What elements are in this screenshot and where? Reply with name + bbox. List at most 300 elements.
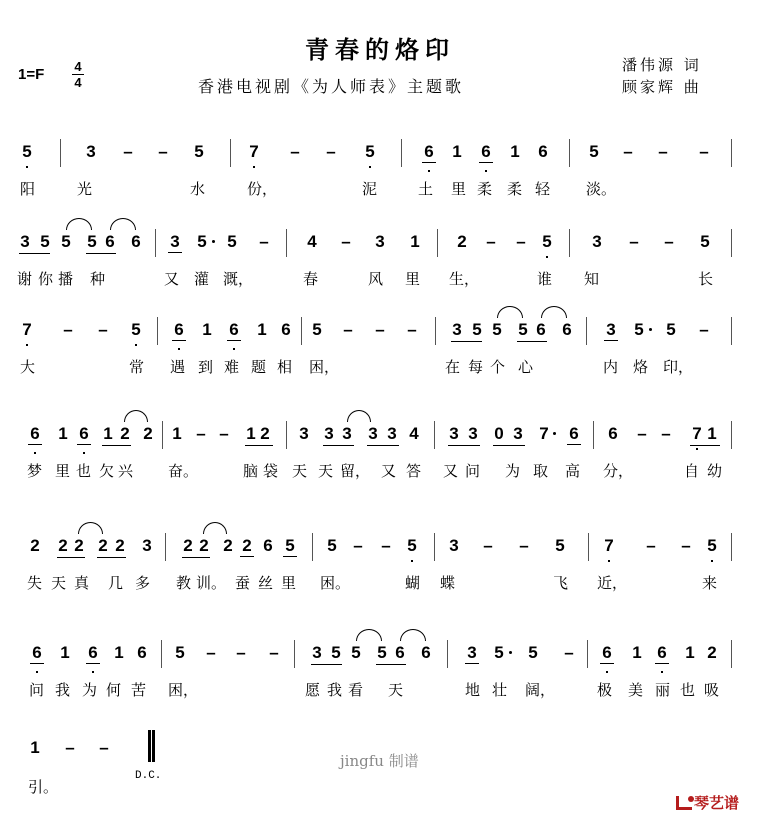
dot: [509, 651, 512, 654]
note: 3: [468, 424, 478, 443]
note: 3: [387, 424, 397, 443]
song-title: 青春的烙印: [305, 35, 455, 64]
note: 5: [197, 232, 207, 251]
lyric: 播: [58, 270, 74, 288]
lyric: 来: [702, 574, 718, 592]
note: 3: [342, 424, 352, 443]
lyric: 美: [628, 681, 644, 699]
dash: –: [699, 142, 709, 161]
lyric: 烙: [633, 358, 649, 376]
lyric: 淡。: [586, 180, 617, 198]
note: 5: [472, 320, 482, 339]
tie: [203, 522, 227, 534]
note: 2: [183, 536, 193, 555]
note: 2: [240, 536, 254, 557]
lyric: 柔: [477, 180, 493, 198]
tie: [400, 629, 426, 641]
lyric: 我: [327, 681, 343, 699]
lyric: 相: [277, 358, 293, 376]
note: 5: [40, 232, 50, 251]
da-capo-mark: D.C.: [135, 770, 162, 782]
note: 3: [449, 424, 459, 443]
dash: –: [326, 142, 336, 161]
note: 5: [20, 142, 34, 162]
underline: [448, 445, 480, 446]
time-signature: [72, 60, 84, 89]
dash: –: [269, 643, 279, 662]
note: 6: [567, 424, 581, 445]
note: 6: [263, 536, 273, 555]
tie: [497, 306, 523, 318]
dash: –: [219, 424, 229, 443]
underline: [97, 557, 126, 558]
dash: –: [259, 232, 269, 251]
lyric: 生，: [449, 270, 480, 288]
lyric: 袋: [263, 462, 279, 480]
note: 4: [409, 424, 419, 443]
barline: [731, 640, 732, 668]
note: 3: [20, 232, 30, 251]
lyric: 何: [106, 681, 122, 699]
barline: [155, 229, 156, 257]
dash: –: [661, 424, 671, 443]
score-line-6: [0, 643, 760, 713]
tie: [66, 218, 92, 230]
note: 5: [363, 142, 377, 162]
underline: [493, 445, 525, 446]
note: 1: [30, 738, 40, 757]
barline: [569, 139, 570, 167]
underline: [367, 445, 399, 446]
lyric: 取: [533, 462, 549, 480]
lyric: 风: [368, 270, 384, 288]
lyric: 留，: [340, 462, 371, 480]
lyric: 脑: [243, 462, 259, 480]
note: 2: [457, 232, 467, 251]
song-subtitle: 香港电视剧《为人师表》主题歌: [198, 77, 465, 96]
barline: [731, 317, 732, 345]
note: 6: [131, 232, 141, 251]
note: 6: [421, 643, 431, 662]
lyric: 教: [176, 574, 192, 592]
lyric: 又: [381, 462, 397, 480]
note: 2: [58, 536, 68, 555]
barline: [294, 640, 295, 668]
lyric: 天: [388, 681, 404, 699]
dash: –: [290, 142, 300, 161]
note: 6: [655, 643, 669, 664]
lyric: 为: [505, 462, 521, 480]
lyric: 阳: [20, 180, 36, 198]
barline: [588, 533, 589, 561]
note: 1: [60, 643, 70, 662]
dash: –: [65, 738, 75, 757]
lyric: 阔，: [525, 681, 556, 699]
time-numerator: 4: [74, 59, 82, 74]
note: 1: [410, 232, 420, 251]
lyric: 地: [465, 681, 481, 699]
lyric: 内: [603, 358, 619, 376]
dash: –: [699, 320, 709, 339]
dash: –: [664, 232, 674, 251]
lyric: 几: [108, 574, 124, 592]
lyric: 天: [51, 574, 67, 592]
dash: –: [99, 738, 109, 757]
lyric: 兴: [118, 462, 134, 480]
lyric: 真: [74, 574, 90, 592]
dash: –: [236, 643, 246, 662]
note: 6: [172, 320, 186, 341]
note: 2: [223, 536, 233, 555]
lyric: 吸: [704, 681, 720, 699]
barline: [312, 533, 313, 561]
note: 5: [351, 643, 361, 662]
lyric: 题: [251, 358, 267, 376]
note: 1: [202, 320, 212, 339]
barline: [157, 317, 158, 345]
underline: [690, 445, 720, 446]
lyric: 蝴: [405, 574, 421, 592]
note: 5: [518, 320, 528, 339]
lyric: 答: [406, 462, 422, 480]
barline: [301, 317, 302, 345]
lyric: 苦: [131, 681, 147, 699]
dash: –: [196, 424, 206, 443]
barline: [286, 421, 287, 449]
note: 3: [513, 424, 523, 443]
underline: [57, 557, 85, 558]
lyric: 在: [445, 358, 461, 376]
lyric: 谢: [17, 270, 33, 288]
logo-text: 琴艺谱: [694, 795, 740, 812]
dot: [649, 328, 652, 331]
note: 5: [492, 320, 502, 339]
note: 3: [449, 536, 459, 555]
note: 7: [20, 320, 34, 340]
dash: –: [343, 320, 353, 339]
score-line-3: [0, 320, 760, 390]
dash: –: [353, 536, 363, 555]
lyric: 谁: [537, 270, 553, 288]
note: 2: [199, 536, 209, 555]
site-logo[interactable]: [676, 792, 739, 813]
score-line-7: [0, 738, 760, 808]
lyric: 多: [135, 574, 151, 592]
lyric: 轻: [535, 180, 551, 198]
dash: –: [564, 643, 574, 662]
lyric: 知: [584, 270, 600, 288]
note: 4: [307, 232, 317, 251]
lyric: 你: [38, 270, 54, 288]
note: 5: [175, 643, 185, 662]
lyric: 里: [281, 574, 297, 592]
lyric: 土: [418, 180, 434, 198]
note: 2: [115, 536, 125, 555]
note: 6: [395, 643, 405, 662]
lyric: 飞: [553, 574, 569, 592]
time-denominator: 4: [74, 75, 82, 90]
tie: [110, 218, 136, 230]
transcriber-watermark: jingfu 制谱: [340, 752, 419, 770]
barline: [286, 229, 287, 257]
barline: [230, 139, 231, 167]
dash: –: [623, 142, 633, 161]
note: 7: [539, 424, 549, 443]
barline: [586, 317, 587, 345]
note: 5: [540, 232, 554, 252]
lyric: 心: [518, 358, 534, 376]
note: 1: [114, 643, 124, 662]
dash: –: [646, 536, 656, 555]
note: 3: [86, 142, 96, 161]
lyric: 里: [451, 180, 467, 198]
score-line-1: [0, 142, 760, 212]
barline: [447, 640, 448, 668]
note: 6: [105, 232, 115, 251]
score-line-4: [0, 424, 760, 494]
note: 1: [246, 424, 256, 443]
note: 1: [685, 643, 695, 662]
note: 6: [86, 643, 100, 664]
note: 5: [377, 643, 387, 662]
score-line-2: [0, 232, 760, 302]
note: 6: [479, 142, 493, 163]
barline: [161, 640, 162, 668]
lyric: 奋。: [168, 462, 199, 480]
note: 2: [120, 424, 130, 443]
note: 3: [168, 232, 182, 253]
note: 3: [465, 643, 479, 664]
lyric: 泥: [362, 180, 378, 198]
note: 1: [172, 424, 182, 443]
tie: [541, 306, 567, 318]
lyric: 欠: [99, 462, 115, 480]
dash: –: [681, 536, 691, 555]
note: 3: [368, 424, 378, 443]
underline: [323, 445, 354, 446]
barline: [731, 421, 732, 449]
note: 7: [247, 142, 261, 162]
barline: [162, 421, 163, 449]
note: 5: [700, 232, 710, 251]
note: 6: [562, 320, 572, 339]
underline: [311, 664, 342, 665]
lyric: 幼: [707, 462, 723, 480]
note: 2: [260, 424, 270, 443]
lyric: 分，: [603, 462, 634, 480]
note: 3: [604, 320, 618, 341]
underline: [245, 445, 273, 446]
note: 6: [536, 320, 546, 339]
note: 1: [58, 424, 68, 443]
lyric: 难: [224, 358, 240, 376]
barline: [731, 139, 732, 167]
lyric: 困，: [309, 358, 340, 376]
dash: –: [486, 232, 496, 251]
note: 5: [283, 536, 297, 557]
barline: [60, 139, 61, 167]
note: 6: [281, 320, 291, 339]
lyric: 里: [55, 462, 71, 480]
lyric: 春: [303, 270, 319, 288]
barline: [731, 229, 732, 257]
note: 7: [690, 424, 704, 444]
barline: [401, 139, 402, 167]
note: 5: [705, 536, 719, 556]
dash: –: [341, 232, 351, 251]
lyric: 印，: [663, 358, 694, 376]
barline: [587, 640, 588, 668]
underline: [451, 341, 482, 342]
lyric: 长: [698, 270, 714, 288]
dash: –: [206, 643, 216, 662]
tie: [356, 629, 382, 641]
note: 5: [634, 320, 644, 339]
lyric: 也: [76, 462, 92, 480]
lyric: 天: [318, 462, 334, 480]
key-signature: 1=F: [18, 66, 45, 83]
tie: [347, 410, 371, 422]
music-note-logo-icon: [676, 796, 692, 810]
lyric: 看: [348, 681, 364, 699]
dash: –: [98, 320, 108, 339]
underline: [86, 253, 116, 254]
note: 5: [61, 232, 71, 251]
underline: [19, 253, 50, 254]
lyric: 训。: [196, 574, 227, 592]
note: 5: [555, 536, 565, 555]
lyric: 到: [198, 358, 214, 376]
lyricist-credit: 潘伟源 词: [622, 56, 702, 74]
tie: [124, 410, 148, 422]
barline: [434, 421, 435, 449]
note: 6: [28, 424, 42, 445]
lyric: 困，: [168, 681, 199, 699]
note: 3: [142, 536, 152, 555]
lyric: 水: [190, 180, 206, 198]
barline: [731, 533, 732, 561]
note: 3: [299, 424, 309, 443]
note: 6: [608, 424, 618, 443]
note: 6: [422, 142, 436, 163]
note: 1: [632, 643, 642, 662]
note: 1: [257, 320, 267, 339]
dash: –: [519, 536, 529, 555]
note: 3: [592, 232, 602, 251]
note: 2: [143, 424, 153, 443]
dash: –: [63, 320, 73, 339]
dash: –: [637, 424, 647, 443]
lyric: 柔: [507, 180, 523, 198]
dash: –: [381, 536, 391, 555]
note: 2: [74, 536, 84, 555]
lyric: 种: [90, 270, 106, 288]
lyric: 溉，: [223, 270, 254, 288]
underline: [517, 341, 547, 342]
final-double-barline: [148, 730, 155, 762]
note: 2: [707, 643, 717, 662]
note: 5: [327, 536, 337, 555]
barline: [435, 317, 436, 345]
lyric: 大: [20, 358, 36, 376]
lyric: 份，: [247, 180, 278, 198]
lyric: 为: [82, 681, 98, 699]
score-line-5: [0, 536, 760, 606]
note: 5: [87, 232, 97, 251]
note: 6: [538, 142, 548, 161]
lyric: 梦: [27, 462, 43, 480]
note: 1: [707, 424, 717, 443]
note: 6: [30, 643, 44, 664]
note: 1: [452, 142, 462, 161]
note: 5: [666, 320, 676, 339]
dash: –: [516, 232, 526, 251]
lyric: 丝: [258, 574, 274, 592]
note: 5: [227, 232, 237, 251]
note: 3: [452, 320, 462, 339]
dash: –: [629, 232, 639, 251]
note: 6: [227, 320, 241, 341]
dot: [553, 432, 556, 435]
dash: –: [658, 142, 668, 161]
lyric: 又: [164, 270, 180, 288]
dash: –: [407, 320, 417, 339]
composer-credit: 顾家辉 曲: [622, 78, 702, 96]
lyric: 我: [55, 681, 71, 699]
lyric: 极: [597, 681, 613, 699]
note: 1: [103, 424, 113, 443]
note: 3: [375, 232, 385, 251]
barline: [569, 229, 570, 257]
note: 6: [137, 643, 147, 662]
barline: [165, 533, 166, 561]
note: 1: [510, 142, 520, 161]
lyric: 天: [292, 462, 308, 480]
underline: [376, 664, 406, 665]
lyric: 问: [29, 681, 45, 699]
note: 2: [30, 536, 40, 555]
barline: [437, 229, 438, 257]
note: 5: [129, 320, 143, 340]
note: 5: [528, 643, 538, 662]
lyric: 近，: [597, 574, 628, 592]
lyric: 壮: [492, 681, 508, 699]
dot: [212, 240, 215, 243]
lyric: 也: [680, 681, 696, 699]
note: 5: [494, 643, 504, 662]
lyric: 个: [490, 358, 506, 376]
note: 3: [312, 643, 322, 662]
dash: –: [375, 320, 385, 339]
tie: [78, 522, 103, 534]
lyric: 里: [405, 270, 421, 288]
dash: –: [483, 536, 493, 555]
lyric: 遇: [170, 358, 186, 376]
note: 6: [600, 643, 614, 664]
lyric: 高: [565, 462, 581, 480]
note: 5: [331, 643, 341, 662]
lyric: 自: [684, 462, 700, 480]
note: 3: [324, 424, 334, 443]
dash: –: [123, 142, 133, 161]
note: 5: [194, 142, 204, 161]
note: 5: [405, 536, 419, 556]
underline: [182, 557, 210, 558]
lyric: 蝶: [440, 574, 456, 592]
lyric: 引。: [28, 778, 59, 796]
lyric: 光: [77, 180, 93, 198]
note: 2: [98, 536, 108, 555]
